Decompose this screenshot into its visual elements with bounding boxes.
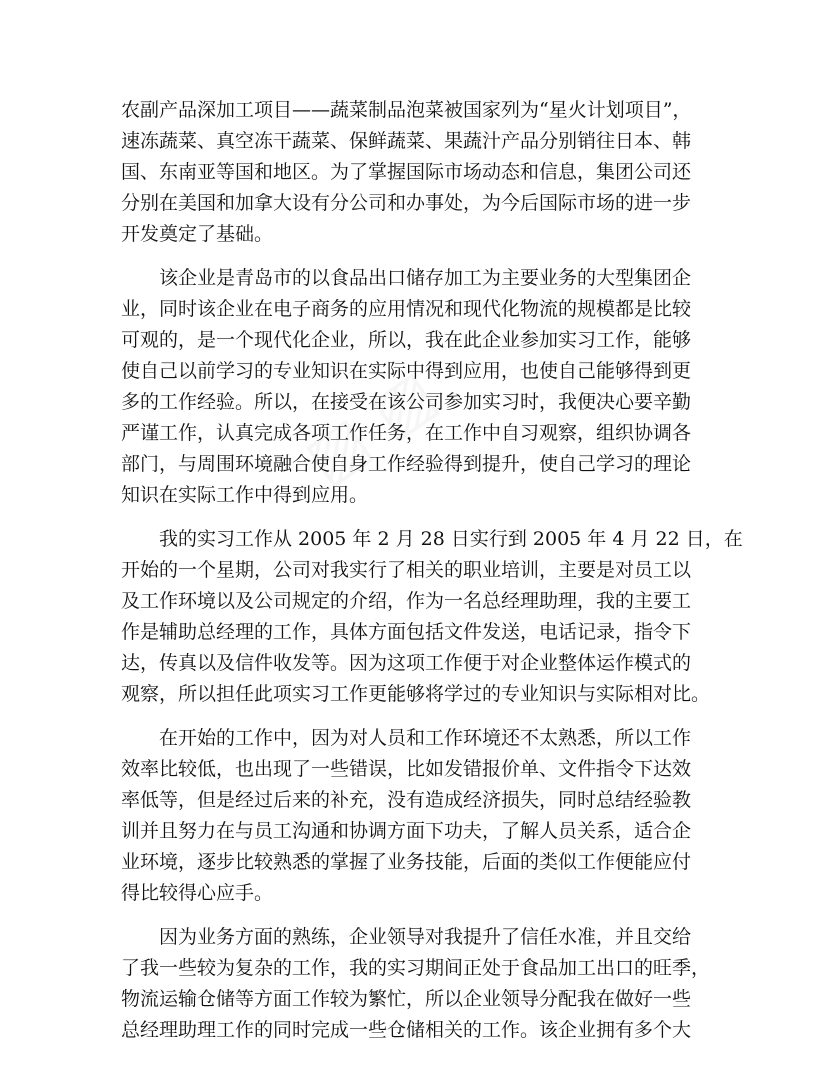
text-line: 效率比较低，也出现了一些错误，比如发错报价单、文件指令下达效 [121,758,692,780]
text-line: 开发奠定了基础。 [121,223,274,245]
text-line: 国、东南亚等国和地区。为了掌握国际市场动态和信息，集团公司还 [121,161,692,183]
text-line: 得比较得心应手。 [121,882,274,904]
text-line: 训并且努力在与员工沟通和协调方面下功夫，了解人员关系，适合企 [121,820,692,842]
text-line: 知识在实际工作中得到应用。 [121,484,369,506]
text-line: 业环境，逐步比较熟悉的掌握了业务技能，后面的类似工作便能应付 [121,851,692,873]
text-line: 了我一些较为复杂的工作，我的实习期间正处于食品加工出口的旺季， [121,957,711,979]
text-line: 达，传真以及信件收发等。因为这项工作便于对企业整体运作模式的 [121,652,692,674]
text-line: 观察，所以担任此项实习工作更能够将学过的专业知识与实际相对比。 [121,683,711,705]
text-line: 业，同时该企业在电子商务的应用情况和现代化物流的规模都是比较 [121,298,692,320]
text-line: 使自己以前学习的专业知识在实际中得到应用，也使自己能够得到更 [121,360,692,382]
text-line: 部门，与周围环境融合使自身工作经验得到提升，使自己学习的理论 [121,453,692,475]
text-line: 率低等，但是经过后来的补充，没有造成经济损失，同时总结经验教 [121,789,692,811]
text-line: 农副产品深加工项目——蔬菜制品泡菜被国家列为“星火计划项目”， [121,99,692,121]
text-line: 多的工作经验。所以，在接受在该公司参加实习时，我便决心要辛勤 [121,391,692,413]
text-line: 总经理助理工作的同时完成一些仓储相关的工作。该企业拥有多个大 [121,1019,692,1041]
text-line: 因为业务方面的熟练，企业领导对我提升了信任水准，并且交给 [159,926,692,948]
text-line: 严谨工作，认真完成各项工作任务，在工作中自习观察，组织协调各 [121,422,692,444]
text-line: 速冻蔬菜、真空冻干蔬菜、保鲜蔬菜、果蔬汁产品分别销往日本、韩 [121,130,692,152]
text-line: 及工作环境以及公司规定的介绍，作为一名总经理助理，我的主要工 [121,590,692,612]
text-line: 我的实习工作从 2005 年 2 月 28 日实行到 2005 年 4 月 22 日，在 [159,528,743,550]
text-line: 该企业是青岛市的以食品出口储存加工为主要业务的大型集团企 [159,267,692,289]
text-line: 在开始的工作中，因为对人员和工作环境还不太熟悉，所以工作 [159,727,692,749]
text-line: 分别在美国和加拿大设有分公司和办事处，为今后国际市场的进一步 [121,192,692,214]
text-line: 物流运输仓储等方面工作较为繁忙，所以企业领导分配我在做好一些 [121,988,692,1010]
text-line: 开始的一个星期，公司对我实行了相关的职业培训，主要是对员工以 [121,559,692,581]
text-line: 作是辅助总经理的工作，具体方面包括文件发送，电话记录，指令下 [121,621,692,643]
text-line: 可观的，是一个现代化企业，所以，我在此企业参加实习工作，能够 [121,329,692,351]
